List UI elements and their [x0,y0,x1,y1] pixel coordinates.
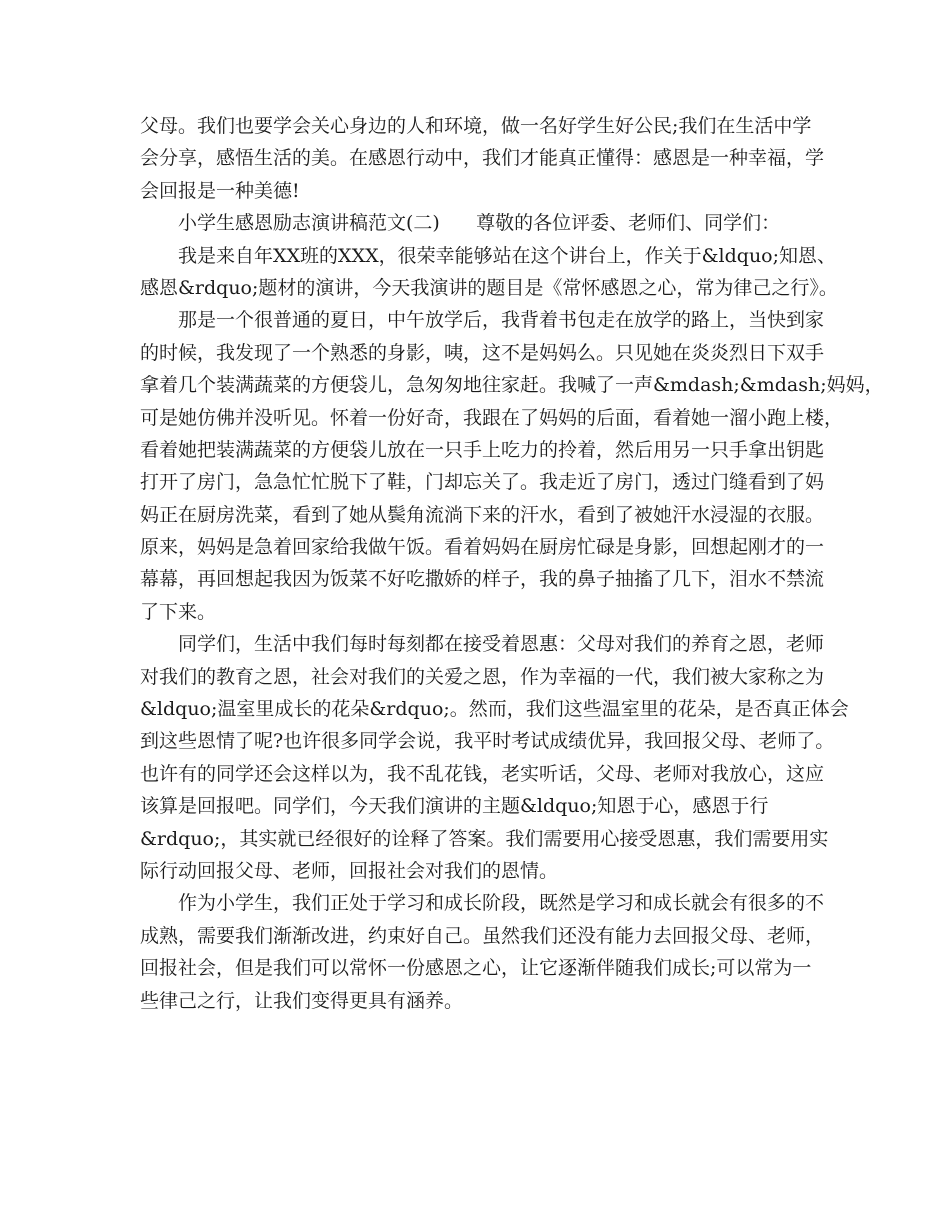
text-line: 那是一个很普通的夏日，中午放学后，我背着书包走在放学的路上，当快到家 [178,309,825,332]
text-line: 会分享，感悟生活的美。在感恩行动中，我们才能真正懂得：感恩是一种幸福，学 [140,147,825,170]
text-line: &rdquo;，其实就已经很好的诠释了答案。我们需要用心接受恩惠，我们需要用实 [140,827,829,850]
section-heading-line: 小学生感恩励志演讲稿范文(二) 尊敬的各位评委、老师们、同学们： [178,212,781,235]
text-line: 同学们，生活中我们每时每刻都在接受着恩惠：父母对我们的养育之恩，老师 [178,633,825,656]
text-line: 父母。我们也要学会关心身边的人和环境，做一名好学生好公民;我们在生活中学 [140,115,812,137]
text-line: 妈正在厨房洗菜，看到了她从鬓角流淌下来的汗水，看到了被她汗水浸湿的衣服。 [140,503,825,526]
text-line: 际行动回报父母、老师，回报社会对我们的恩情。 [140,859,559,882]
text-line: 幕幕，再回想起我因为饭菜不好吃撒娇的样子，我的鼻子抽搐了几下，泪水不禁流 [140,568,825,591]
text-line: 作为小学生，我们正处于学习和成长阶段，既然是学习和成长就会有很多的不 [178,892,825,915]
text-line: 看着她把装满蔬菜的方便袋儿放在一只手上吃力的拎着，然后用另一只手拿出钥匙 [140,438,825,461]
text-line: 了下来。 [140,600,217,623]
text-line: 该算是回报吧。同学们，今天我们演讲的主题&ldquo;知恩于心，感恩于行 [140,795,769,818]
text-line: 打开了房门，急急忙忙脱下了鞋，门却忘关了。我走近了房门，透过门缝看到了妈 [140,471,825,494]
text-line: 回报社会，但是我们可以常怀一份感恩之心，让它逐渐伴随我们成长;可以常为一 [140,957,812,980]
text-line: 也许有的同学还会这样以为，我不乱花钱，老实听话，父母、老师对我放心，这应 [140,762,825,785]
text-line: 到这些恩情了呢?也许很多同学会说，我平时考试成绩优异，我回报父母、老师了。 [140,730,835,753]
text-line: 可是她仿佛并没听见。怀着一份好奇，我跟在了妈妈的后面，看着她一溜小跑上楼， [140,406,844,429]
text-line: 原来，妈妈是急着回家给我做午饭。看着妈妈在厨房忙碌是身影，回想起刚才的一 [140,536,825,559]
text-line: 些律己之行，让我们变得更具有涵养。 [140,989,464,1012]
text-line: &ldquo;温室里成长的花朵&rdquo;。然而，我们这些温室里的花朵，是否真正体会 [140,698,849,721]
text-line: 的时候，我发现了一个熟悉的身影，咦，这不是妈妈么。只见她在炎炎烈日下双手 [140,341,825,364]
text-line: 会回报是一种美德! [140,179,300,202]
text-line: 感恩&rdquo;题材的演讲，今天我演讲的题目是《常怀感恩之心，常为律己之行》。 [140,276,838,299]
text-line: 对我们的教育之恩，社会对我们的关爱之恩，作为幸福的一代，我们被大家称之为 [140,665,825,688]
document-body [140,110,884,1017]
text-line: 我是来自年XX班的XXX，很荣幸能够站在这个讲台上，作关于&ldquo;知恩、 [178,244,837,267]
text-line: 拿着几个装满蔬菜的方便袋儿，急匆匆地往家赶。我喊了一声&mdash;&mdash;妈妈， [140,374,884,397]
text-line: 成熟，需要我们渐渐改进，约束好自己。虽然我们还没有能力去回报父母、老师， [140,924,825,947]
